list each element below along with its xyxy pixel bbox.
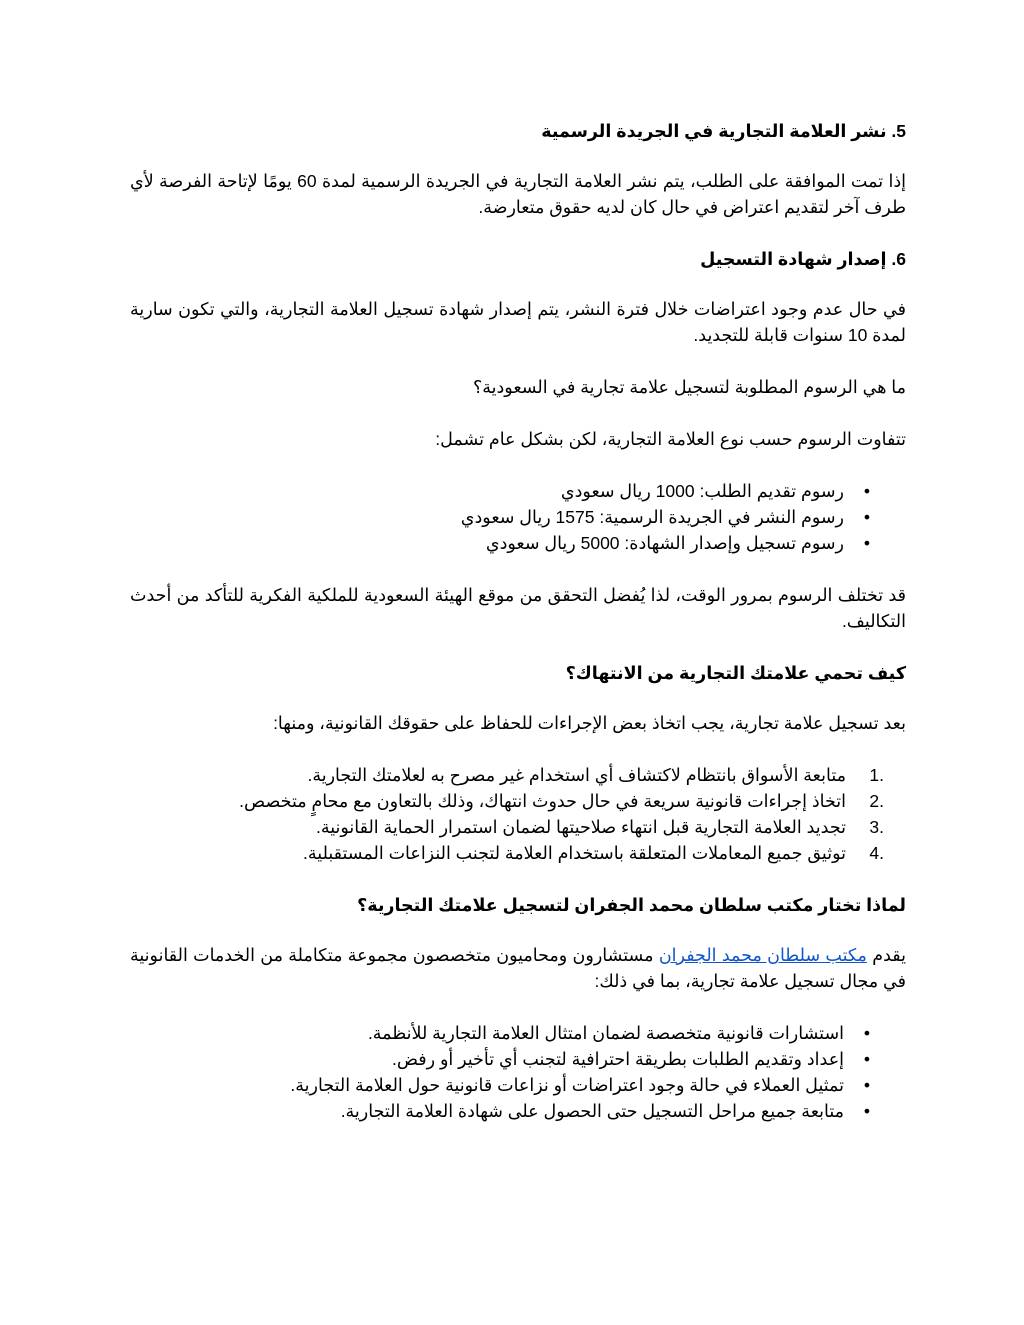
list-item: • تمثيل العملاء في حالة وجود اعتراضات أو نزاعات قانونية حول العلامة التجارية. — [130, 1072, 856, 1098]
step-text: اتخاذ إجراءات قانونية سريعة في حال حدوث انتهاك، وذلك بالتعاون مع محامٍ متخصص. — [239, 791, 846, 811]
why-paragraph — [130, 942, 906, 994]
list-item: • رسوم النشر في الجريدة الرسمية: 1575 ريال سعودي — [130, 504, 856, 530]
step-text: تجديد العلامة التجارية قبل انتهاء صلاحيتها لضمان استمرار الحماية القانونية. — [315, 817, 846, 837]
why-suffix: مستشارون ومحاميون متخصصون مجموعة متكاملة من الخدمات القانونية في مجال تسجيل علامة تجارية، بما في ذلك: — [130, 945, 906, 991]
why-heading: لماذا تختار مكتب سلطان محمد الجفران لتسجيل علامتك التجارية؟ — [357, 895, 906, 915]
section-5-paragraph: إذا تمت الموافقة على الطلب، يتم نشر العلامة التجارية في الجريدة الرسمية لمدة 60 يومًا لإتاحة الفرصة لأي طرف آخر لتقديم اعتراض في حال كان لديه حقوق متعارضة. — [130, 171, 906, 217]
step-text: توثيق جميع المعاملات المتعلقة باستخدام العلامة لتجنب النزاعات المستقبلية. — [303, 843, 846, 863]
section-5-heading: 5. نشر العلامة التجارية في الجريدة الرسمية — [541, 121, 906, 141]
office-link[interactable]: مكتب سلطان محمد الجفران — [658, 945, 867, 965]
list-item — [130, 788, 884, 814]
step-number: 3. — [869, 817, 884, 837]
list-item — [130, 814, 884, 840]
section-6-paragraph: في حال عدم وجود اعتراضات خلال فترة النشر، يتم إصدار شهادة تسجيل العلامة التجارية، والتي تكون سارية لمدة 10 سنوات قابلة للتجديد. — [130, 299, 906, 345]
why-prefix: يقدم — [866, 945, 906, 965]
fees-question: ما هي الرسوم المطلوبة لتسجيل علامة تجارية في السعودية؟ — [472, 377, 906, 397]
protect-intro: بعد تسجيل علامة تجارية، يجب اتخاذ بعض الإجراءات للحفاظ على حقوقك القانونية، ومنها: — [273, 713, 906, 733]
services-list — [130, 1020, 906, 1124]
list-item — [130, 762, 884, 788]
list-item: • استشارات قانونية متخصصة لضمان امتثال العلامة التجارية للأنظمة. — [130, 1020, 856, 1046]
step-text: متابعة الأسواق بانتظام لاكتشاف أي استخدام غير مصرح به لعلامتك التجارية. — [307, 765, 846, 785]
list-item: • رسوم تسجيل وإصدار الشهادة: 5000 ريال سعودي — [130, 530, 856, 556]
protect-heading: كيف تحمي علامتك التجارية من الانتهاك؟ — [565, 663, 906, 683]
section-6-heading: 6. إصدار شهادة التسجيل — [700, 249, 906, 269]
fees-intro: تتفاوت الرسوم حسب نوع العلامة التجارية، لكن بشكل عام تشمل: — [435, 429, 906, 449]
fees-list — [130, 478, 906, 556]
list-item: • رسوم تقديم الطلب: 1000 ريال سعودي — [130, 478, 856, 504]
step-number: 2. — [869, 791, 884, 811]
fees-note: قد تختلف الرسوم بمرور الوقت، لذا يُفضل التحقق من موقع الهيئة السعودية للملكية الفكرية للتأكد من أحدث التكاليف. — [130, 585, 906, 631]
list-item — [130, 840, 884, 866]
step-number: 1. — [869, 765, 884, 785]
list-item: • إعداد وتقديم الطلبات بطريقة احترافية لتجنب أي تأخير أو رفض. — [130, 1046, 856, 1072]
protect-steps-list — [130, 762, 906, 866]
list-item: • متابعة جميع مراحل التسجيل حتى الحصول على شهادة العلامة التجارية. — [130, 1098, 856, 1124]
step-number: 4. — [869, 843, 884, 863]
